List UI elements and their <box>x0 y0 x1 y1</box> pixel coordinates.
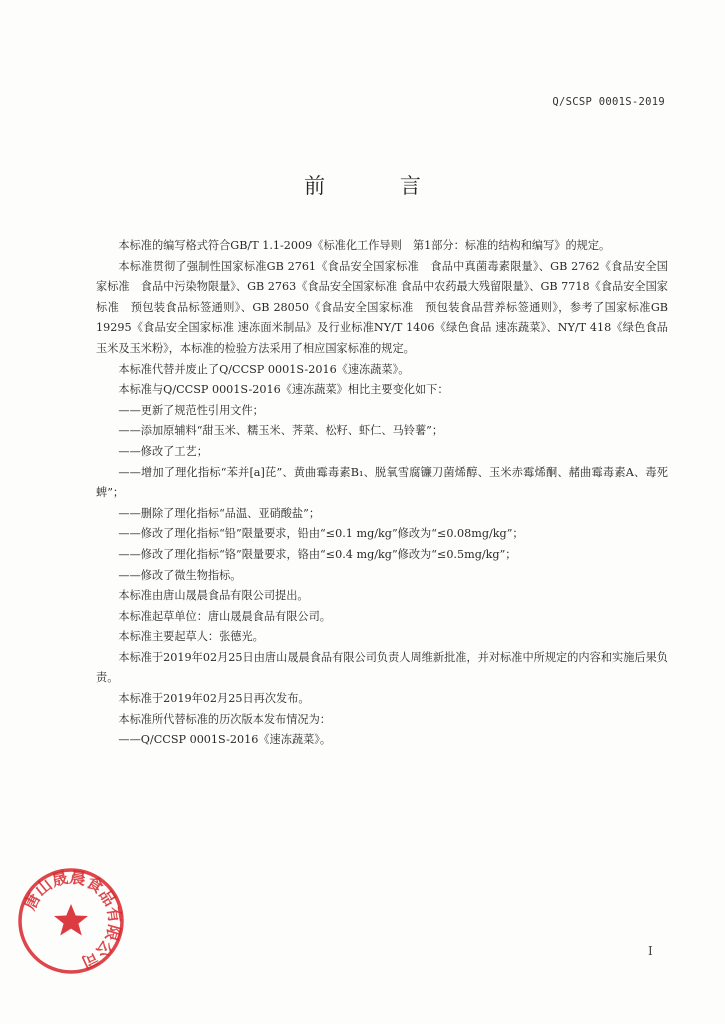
paragraph: 本标准于2019年02月25日再次发布。 <box>118 692 310 706</box>
paragraph: 本标准起草单位：唐山晟晨食品有限公司。 <box>118 609 331 623</box>
paragraph: 本标准的编写格式符合GB/T 1.1-2009《标准化工作导则 第1部分：标准的结构和编写》的规定。 <box>118 239 611 252</box>
list-item: ——修改了微生物指标。 <box>118 568 242 582</box>
standard-code: Q/SCSP 0001S-2019 <box>552 96 665 108</box>
paragraph: 本标准由唐山晟晨食品有限公司提出。 <box>118 589 309 603</box>
paragraph: 本标准与Q/CCSP 0001S-2016《速冻蔬菜》相比主要变化如下： <box>118 383 449 397</box>
page-number: I <box>648 944 653 958</box>
paragraph: 本标准所代替标准的历次版本发布情况为： <box>118 712 331 726</box>
seal-text: 唐山晟晨食品有限公司 <box>19 867 125 973</box>
paragraph: 本标准贯彻了强制性国家标准GB 2761《食品安全国家标准 食品中真菌毒素限量》、GB 2762《食品安全国家标准 食品中污染物限量》、GB 2763《食品安全国家标准 食品中农药最大残留限量》、GB 7718《食品安全国家标准 预包装食品标签通则》、GB 28050《食品安全国家标准 预包装食品营养标签通则》，参考了国家标准GB 19295《食品安全国家标准 速冻面米制品》及行业标准NY/T 1406《绿色食品 速冻蔬菜》、NY/T 418《绿色食品 玉米及玉米粉》，本标准的检验方法采用了相应国家标准的规定。 <box>96 259 668 355</box>
body-text <box>96 236 668 751</box>
list-item: ——修改了理化指标“铅”限量要求，铅由“≤0.1 mg/kg”修改为“≤0.08mg/kg”； <box>118 527 524 541</box>
paragraph: 本标准主要起草人：张德光。 <box>118 630 264 644</box>
list-item: ——Q/CCSP 0001S-2016《速冻蔬菜》。 <box>118 733 332 747</box>
list-item: ——更新了规范性引用文件； <box>118 403 264 417</box>
star-icon <box>54 904 88 936</box>
paragraph: 本标准代替并废止了Q/CCSP 0001S-2016《速冻蔬菜》。 <box>118 362 410 376</box>
list-item: ——修改了工艺； <box>118 444 208 458</box>
list-item: ——删除了理化指标“品温、亚硝酸盐”； <box>118 506 321 520</box>
list-item: ——增加了理化指标“苯并[a]芘”、黄曲霉毒素B₁、脱氧雪腐镰刀菌烯醇、玉米赤霉烯酮、赭曲霉毒素A、毒死蜱”； <box>96 465 668 500</box>
paragraph: 本标准于2019年02月25日由唐山晟晨食品有限公司负责人周维新批准，并对标准中所规定的内容和实施后果负责。 <box>96 650 668 685</box>
list-item: ——修改了理化指标“铬”限量要求，铬由“≤0.4 mg/kg”修改为“≤0.5mg/kg”； <box>118 547 517 561</box>
list-item: ——添加原辅料“甜玉米、糯玉米、荠菜、松籽、虾仁、马铃薯”； <box>118 424 444 438</box>
page-title: 前 言 <box>304 174 455 198</box>
company-seal <box>16 866 126 976</box>
